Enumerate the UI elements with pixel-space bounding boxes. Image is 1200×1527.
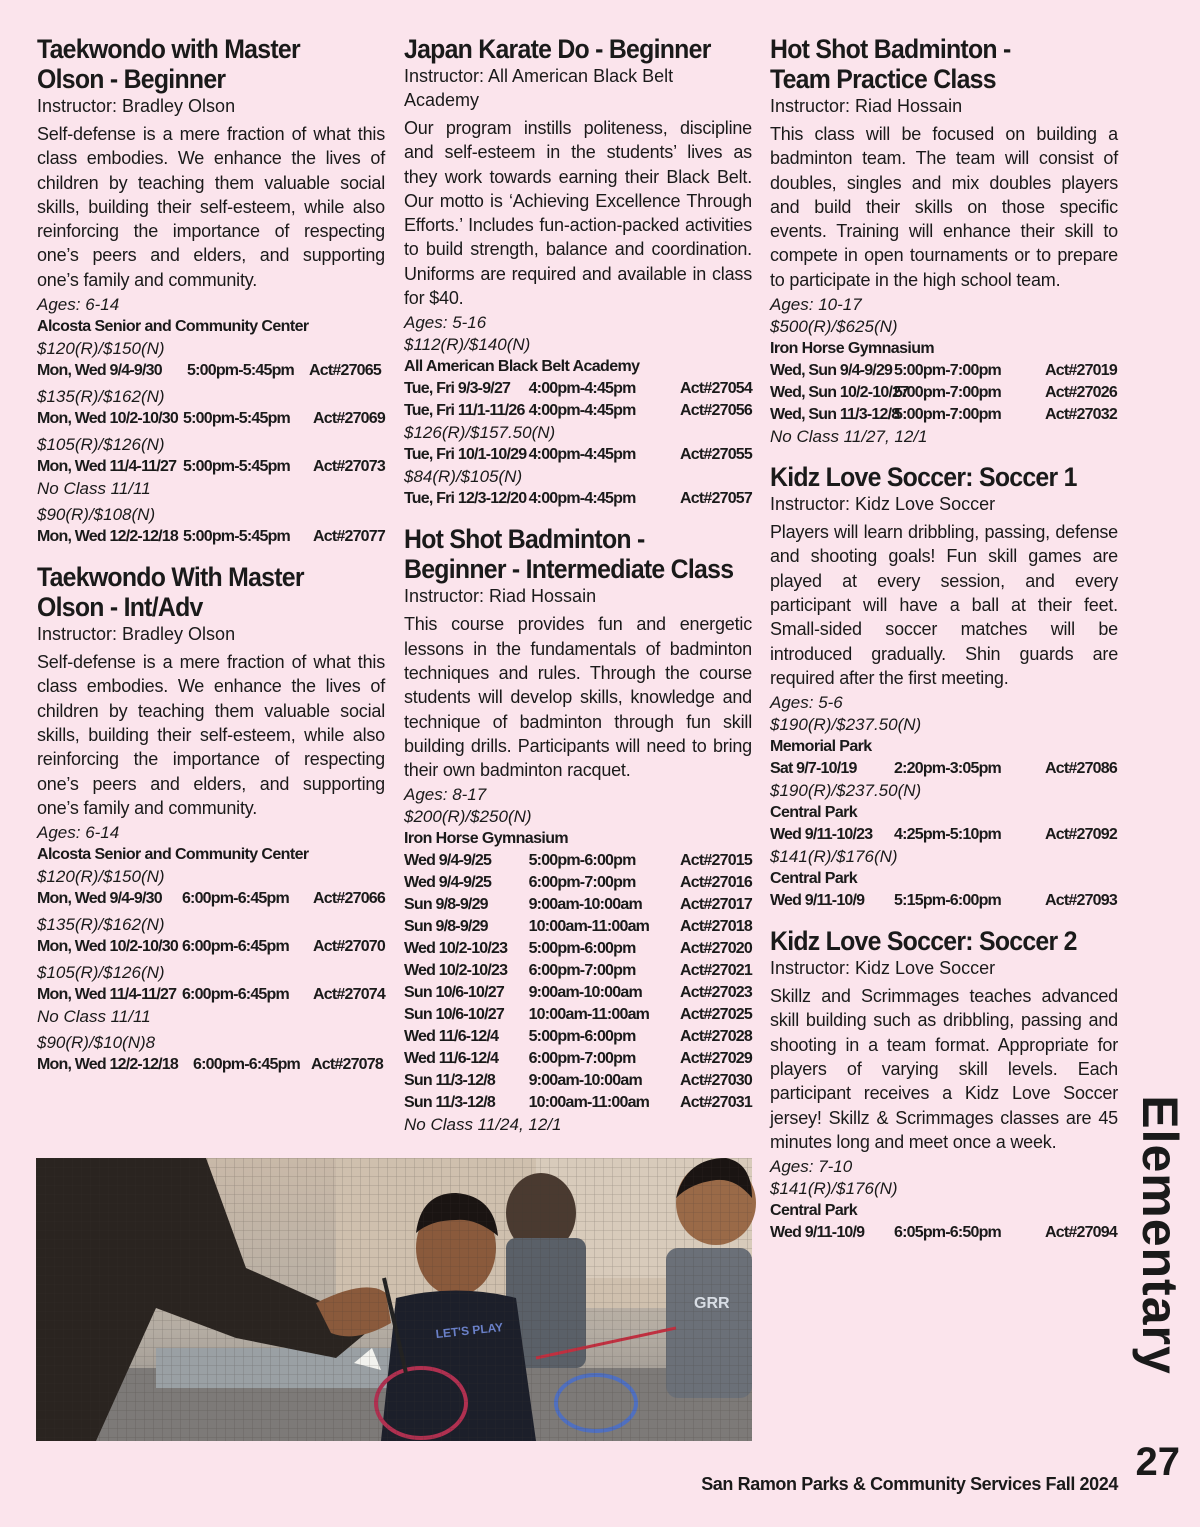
activity-number: Act#27065	[309, 362, 381, 380]
price: $190(R)/$237.50(N)	[770, 781, 922, 801]
schedule-time: 5:00pm-7:00pm	[894, 362, 1001, 380]
class-title	[770, 462, 1120, 492]
activity-number: Act#27029	[680, 1050, 752, 1068]
schedule-row	[404, 894, 752, 916]
schedule-days: Tue, Fri 11/1-11/26	[404, 402, 525, 420]
location: Central Park	[770, 870, 858, 888]
price: $200(R)/$250(N)	[404, 807, 532, 827]
schedule-time: 4:00pm-4:45pm	[528, 380, 636, 398]
schedule-row	[404, 1026, 752, 1048]
instructor: Instructor: Kidz Love Soccer	[770, 958, 996, 979]
schedule-row	[404, 378, 752, 400]
location: Memorial Park	[770, 738, 872, 756]
class-title-line: Taekwondo with Master	[37, 34, 300, 64]
price: $126(R)/$157.50(N)	[404, 423, 556, 443]
no-class-note: No Class 11/27, 12/1	[770, 427, 928, 447]
schedule-row	[770, 1222, 1118, 1244]
schedule-days: Sun 9/8-9/29	[404, 896, 488, 914]
schedule-days: Mon, Wed 9/4-9/30	[37, 890, 162, 908]
activity-number: Act#27025	[680, 1006, 752, 1024]
schedule-row	[37, 984, 385, 1006]
schedule-days: Mon, Wed 12/2-12/18	[37, 1056, 179, 1074]
schedule-days: Wed, Sun 10/2-10/27	[770, 384, 909, 402]
price: $120(R)/$150(N)	[37, 339, 165, 359]
shirt-text: LET'S PLAY	[434, 1320, 504, 1342]
schedule-time: 6:00pm-7:00pm	[528, 874, 636, 892]
ages: Ages: 8-17	[404, 785, 487, 805]
schedule-days: Wed, Sun 11/3-12/8	[770, 406, 900, 424]
activity-number: Act#27015	[680, 852, 752, 870]
price: $90(R)/$10(N)8	[37, 1033, 156, 1053]
schedule-time: 6:00pm-6:45pm	[181, 890, 289, 908]
class-japan-karate	[404, 34, 752, 510]
column-left	[37, 34, 385, 1090]
description: This course provides fun and energetic lessons in the fundamentals of badminton techniques and rules. Through the course students will develop skills, knowledge and technique of badminton through fun skill building drills. Participants will need to bring their own badminton racquet.	[404, 614, 752, 781]
ages: Ages: 5-6	[770, 693, 843, 713]
no-class-note: No Class 11/24, 12/1	[404, 1115, 562, 1135]
schedule-days: Tue, Fri 12/3-12/20	[404, 490, 527, 508]
class-title-line: Beginner - Intermediate Class	[404, 554, 734, 585]
schedule-days: Wed 9/11-10/9	[770, 892, 865, 910]
schedule-time: 5:00pm-5:45pm	[183, 528, 290, 546]
price: $141(R)/$176(N)	[770, 847, 898, 867]
activity-number: Act#27028	[680, 1028, 752, 1046]
schedule-row	[404, 1048, 752, 1070]
price: $190(R)/$237.50(N)	[770, 715, 922, 735]
schedule-row	[37, 456, 385, 478]
no-class-note: No Class 11/11	[37, 479, 151, 499]
price: $105(R)/$126(N)	[37, 963, 165, 983]
column-middle	[404, 34, 752, 1150]
page-number: 27	[1135, 1440, 1180, 1484]
activity-number: Act#27057	[680, 490, 752, 508]
schedule-time: 10:00am-11:00am	[528, 1006, 650, 1024]
class-title-line: Japan Karate Do - Beginner	[404, 34, 711, 64]
class-taekwondo-beginner	[37, 34, 385, 548]
class-taekwondo-int-adv	[37, 562, 385, 1076]
schedule-row	[37, 936, 385, 958]
instructor: Instructor: Bradley Olson	[37, 96, 236, 116]
activity-number: Act#27078	[311, 1056, 383, 1074]
location: Alcosta Senior and Community Center	[37, 846, 309, 864]
schedule-days: Mon, Wed 11/4-11/27	[37, 986, 177, 1004]
schedule-row	[37, 1054, 385, 1076]
activity-number: Act#27092	[1045, 826, 1117, 844]
schedule-row	[37, 360, 385, 382]
price: $112(R)/$140(N)	[404, 335, 531, 355]
schedule-time: 5:00pm-6:00pm	[528, 852, 636, 870]
schedule-days: Tue, Fri 9/3-9/27	[404, 380, 511, 398]
price: $90(R)/$108(N)	[37, 505, 156, 525]
class-badminton-team	[770, 34, 1118, 448]
class-title-line: Hot Shot Badminton -	[404, 524, 645, 555]
location: Central Park	[770, 804, 858, 822]
schedule-row	[404, 982, 752, 1004]
schedule-time: 9:00am-10:00am	[528, 984, 642, 1002]
activity-number: Act#27077	[313, 528, 385, 546]
class-title	[404, 524, 754, 584]
schedule-row	[404, 850, 752, 872]
ages: Ages: 6-14	[37, 295, 120, 315]
schedule-days: Wed 11/6-12/4	[404, 1028, 499, 1046]
schedule-days: Wed 9/4-9/25	[404, 852, 492, 870]
schedule-days: Sat 9/7-10/19	[770, 760, 857, 778]
price: $84(R)/$105(N)	[404, 467, 523, 487]
price: $105(R)/$126(N)	[37, 435, 165, 455]
schedule-days: Wed 9/11-10/9	[770, 1224, 865, 1242]
schedule-time: 5:15pm-6:00pm	[894, 892, 1001, 910]
schedule-table	[404, 850, 752, 1114]
schedule-time: 6:00pm-6:45pm	[193, 1056, 300, 1074]
activity-number: Act#27069	[313, 410, 385, 428]
activity-number: Act#27070	[313, 938, 385, 956]
schedule-time: 6:00pm-6:45pm	[181, 938, 289, 956]
schedule-row	[404, 444, 752, 466]
class-soccer-2	[770, 926, 1118, 1244]
schedule-time: 4:00pm-4:45pm	[528, 446, 636, 464]
instructor: Instructor: Bradley Olson	[37, 624, 236, 645]
schedule-time: 10:00am-11:00am	[528, 1094, 650, 1112]
location: Iron Horse Gymnasium	[404, 830, 569, 848]
activity-number: Act#27023	[680, 984, 752, 1002]
price: $135(R)/$162(N)	[37, 387, 165, 407]
description: Our program instills politeness, discipline and self-esteem in the students’ lives as they work towards earning their Black Belt. Our motto is ‘Achieving Excellence Through Efforts.’ Includes fun-action-packed activities to build strength, balance and coordination. Uniforms are required and available in class for $40.	[404, 118, 752, 309]
schedule-time: 4:25pm-5:10pm	[894, 826, 1001, 844]
schedule-days: Wed 9/11-10/23	[770, 826, 873, 844]
schedule-days: Wed, Sun 9/4-9/29	[770, 362, 893, 380]
schedule-row	[404, 872, 752, 894]
activity-number: Act#27030	[680, 1072, 752, 1090]
schedule-days: Mon, Wed 9/4-9/30	[37, 362, 162, 380]
ages: Ages: 7-10	[770, 1157, 853, 1177]
schedule-row	[37, 408, 385, 430]
schedule-time: 4:00pm-4:45pm	[528, 402, 636, 420]
schedule-time: 6:00pm-6:45pm	[181, 986, 289, 1004]
instructor: Instructor: Kidz Love Soccer	[770, 494, 996, 515]
schedule-time: 5:00pm-5:45pm	[187, 362, 294, 380]
schedule-row	[770, 360, 1118, 382]
schedule-time: 9:00am-10:00am	[528, 896, 642, 914]
class-title-line: Taekwondo With Master	[37, 562, 304, 593]
location: All American Black Belt Academy	[404, 358, 640, 376]
schedule-days: Mon, Wed 10/2-10/30	[37, 938, 179, 956]
description: Skillz and Scrimmages teaches advanced skill building such as dribbling, passing and shooting in a team format. Appropriate for players of varying skill levels. Each participant receives a Kidz Love Soccer jersey! Skillz & Scrimmages classes are 45 minutes long and meet once a week.	[770, 986, 1118, 1152]
activity-number: Act#27056	[680, 402, 752, 420]
schedule-days: Tue, Fri 10/1-10/29	[404, 446, 527, 464]
badminton-class-photo	[36, 1158, 752, 1441]
schedule-days: Wed 10/2-10/23	[404, 962, 508, 980]
activity-number: Act#27055	[680, 446, 752, 464]
schedule-days: Sun 10/6-10/27	[404, 984, 504, 1002]
activity-number: Act#27094	[1045, 1224, 1117, 1242]
location: Alcosta Senior and Community Center	[37, 318, 309, 336]
section-tab	[1128, 1095, 1192, 1375]
activity-number: Act#27031	[680, 1094, 752, 1112]
instructor: Instructor: Riad Hossain	[770, 96, 963, 116]
schedule-row	[770, 404, 1118, 426]
class-title-line: Hot Shot Badminton -	[770, 34, 1011, 64]
class-title-line: Kidz Love Soccer: Soccer 1	[770, 462, 1077, 493]
schedule-time: 6:00pm-7:00pm	[528, 1050, 636, 1068]
schedule-time: 5:00pm-5:45pm	[183, 458, 290, 476]
schedule-row	[770, 382, 1118, 404]
schedule-row	[770, 758, 1118, 780]
schedule-row	[770, 824, 1118, 846]
schedule-time: 9:00am-10:00am	[528, 1072, 642, 1090]
schedule-time: 5:00pm-7:00pm	[894, 406, 1001, 424]
activity-number: Act#27018	[680, 918, 752, 936]
footer: San Ramon Parks & Community Services Fall 2024	[701, 1474, 1118, 1494]
schedule-days: Mon, Wed 11/4-11/27	[37, 458, 177, 476]
description: This class will be focused on building a badminton team. The team will consist of doubles, singles and mix doubles players and build their skills on those specific events. Training will enhance their skill to compete in open tournaments or to prepare to participate in the high school team.	[770, 124, 1118, 290]
section-label: Elementary	[1132, 1095, 1188, 1375]
schedule-days: Sun 9/8-9/29	[404, 918, 488, 936]
activity-number: Act#27093	[1045, 892, 1117, 910]
schedule-days: Sun 11/3-12/8	[404, 1072, 495, 1090]
schedule-row	[404, 960, 752, 982]
schedule-row	[770, 890, 1118, 912]
schedule-time: 6:05pm-6:50pm	[894, 1224, 1001, 1242]
activity-number: Act#27054	[680, 380, 752, 398]
shirt-text: GRR	[694, 1295, 730, 1312]
schedule-time: 4:00pm-4:45pm	[528, 490, 636, 508]
description: Self-defense is a mere fraction of what this class embodies. We enhance the lives of children by teaching them valuable social skills, building their self-esteem, while also reinforcing the importance of respecting one’s peers and elders, and supporting one’s family and community.	[37, 124, 385, 290]
activity-number: Act#27086	[1045, 760, 1117, 778]
class-badminton-beginner	[404, 524, 752, 1136]
schedule-time: 5:00pm-6:00pm	[528, 1028, 636, 1046]
class-title	[770, 926, 1120, 956]
schedule-time: 5:00pm-5:45pm	[183, 410, 290, 428]
schedule-time: 5:00pm-6:00pm	[528, 940, 636, 958]
class-title-line: Kidz Love Soccer: Soccer 2	[770, 926, 1077, 957]
activity-number: Act#27066	[313, 890, 385, 908]
ages: Ages: 10-17	[770, 295, 862, 315]
schedule-row	[404, 400, 752, 422]
schedule-row	[404, 488, 752, 510]
column-right	[770, 34, 1118, 1258]
ages: Ages: 6-14	[37, 823, 120, 843]
class-title	[404, 34, 754, 64]
schedule-days: Sun 10/6-10/27	[404, 1006, 504, 1024]
schedule-days: Wed 11/6-12/4	[404, 1050, 499, 1068]
class-title-line: Team Practice Class	[770, 64, 996, 94]
activity-number: Act#27032	[1045, 406, 1117, 424]
schedule-row	[37, 526, 385, 548]
ages: Ages: 5-16	[404, 313, 487, 333]
schedule-time: 10:00am-11:00am	[528, 918, 650, 936]
instructor: Instructor: Riad Hossain	[404, 586, 597, 607]
schedule-time: 2:20pm-3:05pm	[894, 760, 1001, 778]
schedule-time: 5:00pm-7:00pm	[894, 384, 1001, 402]
description: Self-defense is a mere fraction of what this class embodies. We enhance the lives of children by teaching them valuable social skills, building their self-esteem, while also reinforcing the importance of respecting one’s peers and elders, and supporting one’s family and community.	[37, 652, 385, 818]
activity-number: Act#27020	[680, 940, 752, 958]
schedule-days: Wed 10/2-10/23	[404, 940, 508, 958]
location: Iron Horse Gymnasium	[770, 340, 935, 358]
class-title	[770, 34, 1120, 94]
class-title	[37, 34, 387, 94]
schedule-days: Sun 11/3-12/8	[404, 1094, 495, 1112]
no-class-note: No Class 11/11	[37, 1007, 151, 1027]
activity-number: Act#27017	[680, 896, 752, 914]
price: $135(R)/$162(N)	[37, 915, 165, 935]
price: $500(R)/$625(N)	[770, 317, 898, 337]
activity-number: Act#27016	[680, 874, 752, 892]
activity-number: Act#27026	[1045, 384, 1117, 402]
price: $120(R)/$150(N)	[37, 867, 165, 887]
description: Players will learn dribbling, passing, defense and shooting goals! Fun skill games are played at every session, and every participant will have a ball at their feet. Small-sided soccer matches will be introduced gradually. Shin guards are required after the first meeting.	[770, 522, 1118, 688]
schedule-time: 6:00pm-7:00pm	[528, 962, 636, 980]
activity-number: Act#27073	[313, 458, 385, 476]
location: Central Park	[770, 1202, 858, 1220]
class-title-line: Olson - Beginner	[37, 64, 226, 94]
schedule-row	[404, 1004, 752, 1026]
schedule-row	[404, 938, 752, 960]
class-title	[37, 562, 387, 622]
price: $141(R)/$176(N)	[770, 1179, 898, 1199]
schedule-days: Mon, Wed 12/2-12/18	[37, 528, 179, 546]
schedule-row	[404, 1070, 752, 1092]
schedule-days: Wed 9/4-9/25	[404, 874, 492, 892]
activity-number: Act#27021	[680, 962, 752, 980]
instructor: Instructor: All American Black Belt Academy	[404, 66, 674, 110]
class-soccer-1	[770, 462, 1118, 912]
schedule-row	[404, 916, 752, 938]
activity-number: Act#27019	[1045, 362, 1117, 380]
activity-number: Act#27074	[313, 986, 385, 1004]
schedule-row	[37, 888, 385, 910]
schedule-days: Mon, Wed 10/2-10/30	[37, 410, 179, 428]
class-title-line: Olson - Int/Adv	[37, 592, 203, 623]
schedule-row	[404, 1092, 752, 1114]
